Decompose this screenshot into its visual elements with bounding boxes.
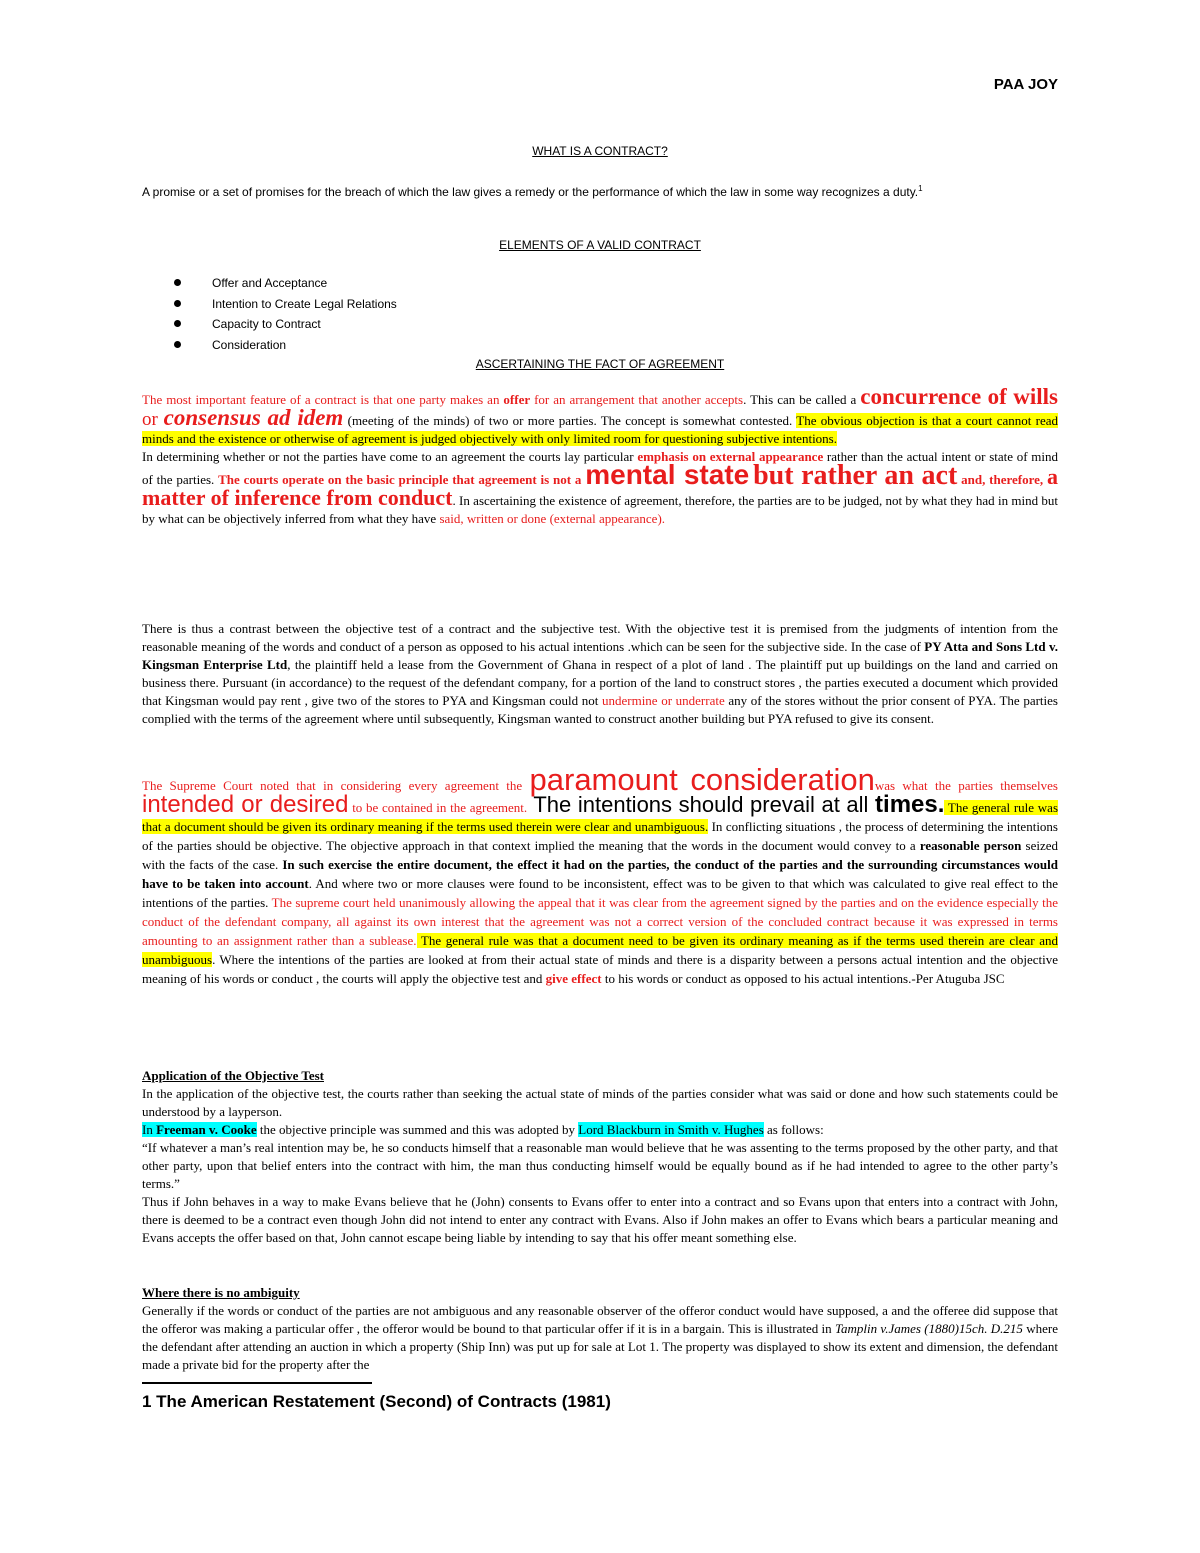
case-name: Lord Blackburn in Smith v. Hughes [578,1122,764,1137]
supreme-court-paragraph: The Supreme Court noted that in considering every agreement the paramount considerationwas what the parties themselves intended or desired to be contained in the agreement. The intentions should prevail at all times. The general rule was that a document should be given its ordinary meaning if the terms used therein were clear and unambiguous. In conflicting situations , the process of determining the intentions of the parties should be objective. The objective approach in that context implied the meaning that the words in the document would convey to a reasonable person seized with the facts of the case. In such exercise the entire document, the effect it had on the parties, the conduct of the parties and the surrounding circumstances would have to be taken into account. And where two or more clauses were found to be inconsistent, effect was to be given to that which was calculated to give real effect to the intentions of the parties. The supreme court held unanimously allowing the appeal that it was clear from the agreement signed by the parties and on the evidence especially the conduct of the defendant company, all against its own interest that the agreement was not a correct version of the concluded contract because it was expressed in terms amounting to an assignment rather than a sublease. The general rule was that a document need to be given its ordinary meaning as if the terms used therein are clear and unambiguous. Where the intentions of the parties are looked at from their actual state of minds and there is a disparity between a persons actual intention and the objective meaning of his words or conduct , the courts will apply the objective test and give effect to his words or conduct as opposed to his actual intentions.-Per Atuguba JSC [142,762,1059,986]
footnote: 1 The American Restatement (Second) of Contracts (1981) [142,1392,611,1411]
intended-term: intended or desired [142,791,349,818]
page-title: WHAT IS A CONTRACT? [532,144,668,158]
footnote-separator [142,1382,372,1384]
application-heading: Application of the Objective Test [142,1068,324,1083]
act-term: but rather an act [753,460,958,491]
offer-term: offer [503,392,531,407]
paramount-term: paramount consideration [529,762,875,797]
header-author: PAA JOY [993,76,1058,93]
emphasis-term: emphasis on external appearance [637,449,824,464]
inference-term: a matter of inference from conduct [142,464,1059,510]
list-item: Consideration [172,335,397,356]
case-name: PY Atta and Sons Ltd v. Kingsman Enterprise Ltd [142,639,1058,672]
quote: “If whatever a man’s real intention may be, he so conducts himself that a reasonable man would believe that he was assenting to the terms proposed by the other party, and that other party, upon that belief enters into the contract with him, the man thus conducting himself would be equally bound as if he had intended to agree to the other party’s terms.” [142,1140,1058,1191]
elements-list [172,273,397,355]
ambiguity-section: Where there is no ambiguity Generally if the words or conduct of the parties are not ambiguous and any reasonable observer of the offeror conduct would have supposed, a and the offeree did suppose that the offeror was making a particular offer , the offeror would be bound to that particular offer if it is in a bargain. This is illustrated in Tamplin v.James (1880)15ch. D.215 where the defendant after attending an auction in which a property (Ship Inn) was put up for sale at Lot 1. The property was displayed to show its extent and dimension, the defendant made a private bid for the property after the [142,1285,1058,1372]
footnote-ref: 1 [918,184,923,193]
definition-text: A promise or a set of promises for the breach of which the law gives a remedy or the performance of which the law in some way recognizes a duty. [142,185,919,199]
ascertaining-heading: ASCERTAINING THE FACT OF AGREEMENT [475,357,725,371]
list-item: Offer and Acceptance [172,273,397,294]
list-item: Capacity to Contract [172,314,397,335]
consensus-term: consensus ad idem [163,405,344,430]
case-name: Tamplin v.James (1880)15ch. D.215 [834,1321,1023,1336]
definition-paragraph [142,180,1058,201]
agreement-paragraph: The most important feature of a contract is that one party makes an offer for an arrangement that another accepts. This can be called a concurrence of wills or consensus ad idem (meeting of the minds) of two or more parties. The concept is somewhat contested. The obvious objection is that a court cannot read minds and the existence or otherwise of agreement is judged objectively with only limited room for questioning subjective intentions. In determining whether or not the parties have come to an agreement the courts lay particular emphasis on external appearance rather than the actual intent or state of mind of the parties. The courts operate on the basic principle that agreement is not a mental state but rather an act and, therefore, a matter of inference from conduct. In ascertaining the existence of agreement, therefore, the parties are to be judged, not by what they had in mind but by what can be objectively inferred from what they have said, written or done (external appearance). [142,384,1059,526]
ambiguity-heading: Where there is no ambiguity [142,1285,300,1300]
elements-heading: ELEMENTS OF A VALID CONTRACT [499,238,701,252]
mental-state-term: mental state [585,459,750,490]
concurrence-term: concurrence of wills [860,384,1058,409]
application-section: Application of the Objective Test In the application of the objective test, the courts rather than seeking the actual state of minds of the parties consider what was said or done and how such statements could be understood by a layperson. In Freeman v. Cooke the objective principle was summed and this was adopted by Lord Blackburn in Smith v. Hughes as follows: “If whatever a man’s real intention may be, he so conducts himself that a reasonable man would believe that he was assenting to the terms proposed by the other party, and that other party, upon that belief enters into the contract with him, the man thus conducting himself would be equally bound as if he had intended to agree to the other party’s terms.” Thus if John behaves in a way to make Evans believe that he (John) consents to Evans offer to enter into a contract and so Evans upon that enters into a contract with John, there is deemed to be a contract even though John did not intend to enter any contract with Evans. Also if John makes an offer to Evans which bears a particular meaning and Evans accepts the offer based on that, John cannot escape being liable by intending to say that his offer meant something else. [142,1068,1058,1245]
highlighted-text: The obvious objection is that a court cannot read minds and the existence or otherwise of agreement is judged objectively with only limited room for questioning subjective intentions. [142,413,1058,446]
list-item: Intention to Create Legal Relations [172,294,397,315]
contrast-paragraph: There is thus a contrast between the objective test of a contract and the subjective test. With the objective test it is premised from the judgments of intention from the reasonable meaning of the words and conduct of a person as opposed to his actual intentions .which can be seen for the subjective side. In the case of PY Atta and Sons Ltd v. Kingsman Enterprise Ltd, the plaintiff held a lease from the Government of Ghana in respect of a plot of land . The plaintiff put up buildings on the land and carried on business there. Pursuant (in accordance) to the request of the defendant company, for a portion of the land to construct stores , the parties executed a document which provided that Kingsman would pay rent , give two of the stores to PYA and Kingsman could not undermine or underrate any of the stores without the prior consent of PYA. The parties complied with the terms of the agreement where until subsequently, Kingsman wanted to construct another building but PYA refused to give its consent. [142,621,1058,726]
case-name: Freeman v. Cooke [156,1122,257,1137]
